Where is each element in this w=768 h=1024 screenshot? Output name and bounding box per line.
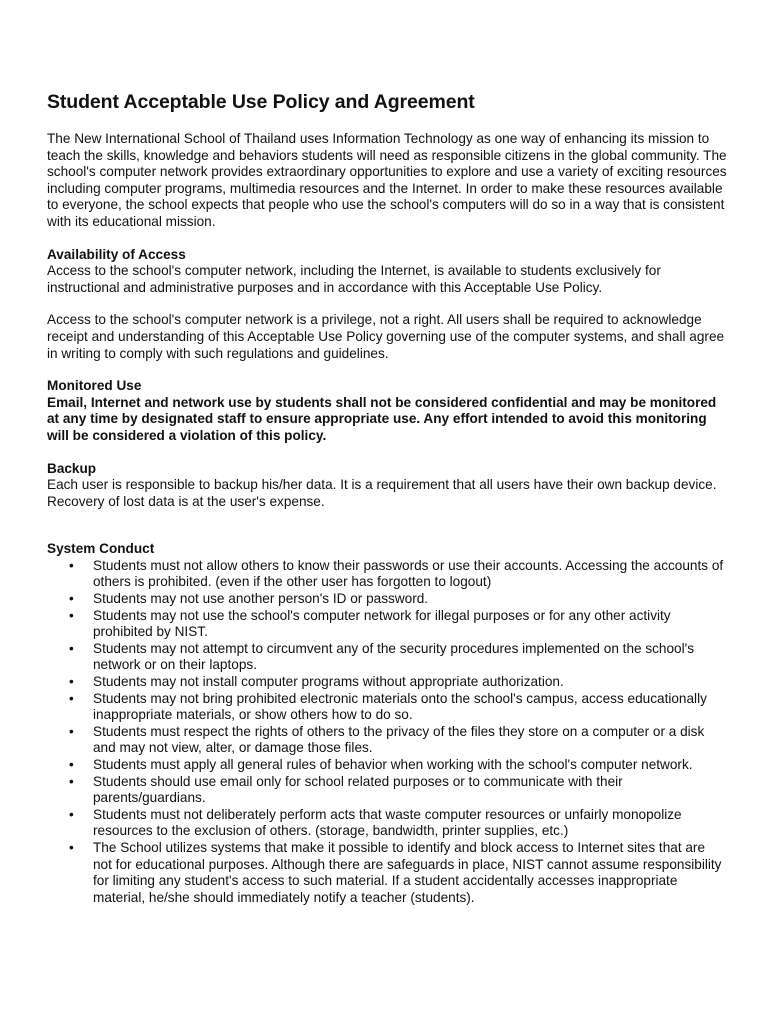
monitored-use-paragraph: Email, Internet and network use by students shall not be considered confidential and may be monitored at any time by designated staff to ensure appropriate use. Any effort intended to avoid this monitoring will be considered a violation of this policy.: [47, 394, 717, 443]
document-page: [47, 90, 727, 906]
list-item-text: Students must respect the rights of others to the privacy of the files they store on a computer or a disk and may not view, alter, or damage those files.: [93, 723, 705, 756]
list-item: [47, 757, 727, 774]
bullet-icon: •: [69, 557, 74, 573]
list-item: [47, 724, 727, 757]
list-item-text: Students may not use the school's computer network for illegal purposes or for any other activity prohibited by NIST.: [93, 607, 671, 640]
availability-paragraph-2: Access to the school's computer network is a privilege, not a right. All users shall be required to acknowledge receipt and understanding of this Acceptable Use Policy governing use of the computer systems, and shall agree in writing to comply with such regulations and guidelines.: [47, 312, 725, 361]
list-item: [47, 807, 727, 840]
backup-heading: Backup: [47, 460, 97, 476]
list-item: [47, 691, 727, 724]
list-item-text: Students may not bring prohibited electronic materials onto the school's campus, access educationally inappropriate materials, or show others how to do so.: [93, 690, 707, 723]
bullet-icon: •: [69, 723, 74, 739]
bullet-icon: •: [69, 839, 74, 855]
list-item: [47, 840, 727, 906]
list-item: [47, 774, 727, 807]
list-item-text: Students may not attempt to circumvent any of the security procedures implemented on the school's network or on their laptops.: [93, 640, 695, 673]
bullet-icon: •: [69, 690, 74, 706]
bullet-icon: •: [69, 674, 74, 690]
backup-paragraph: Each user is responsible to backup his/her data. It is a requirement that all users have their own backup device. Recovery of lost data is at the user's expense.: [47, 477, 717, 509]
bullet-icon: •: [69, 806, 74, 822]
list-item: [47, 591, 727, 608]
bullet-icon: •: [69, 640, 74, 656]
list-item-text: Students may not use another person's ID or password.: [93, 591, 429, 607]
bullet-icon: •: [69, 757, 74, 772]
bullet-icon: •: [69, 773, 74, 789]
list-item-text: Students may not install computer programs without appropriate authorization.: [93, 674, 564, 690]
list-item: [47, 558, 727, 591]
availability-paragraph-1: Access to the school's computer network, including the Internet, is available to students exclusively for instructional and administrative purposes and in accordance with this Acceptable Use Policy.: [47, 263, 661, 295]
list-item-text: Students must not deliberately perform acts that waste computer resources or unfairly monopolize resources to the exclusion of others. (storage, bandwidth, printer supplies, etc.): [93, 806, 682, 839]
monitored-use-heading: Monitored Use: [47, 378, 142, 394]
list-item-text: Students should use email only for school related purposes or to communicate with their parents/guardians.: [93, 773, 623, 806]
system-conduct-heading: System Conduct: [47, 541, 155, 557]
bullet-icon: •: [69, 607, 74, 623]
bullet-icon: •: [69, 591, 74, 607]
intro-paragraph: The New International School of Thailand uses Information Technology as one way of enhancing its mission to teach the skills, knowledge and behaviors students will need as responsible citizens in the global community. The school's computer network provides extraordinary opportunities to explore and use a variety of exciting resources including computer programs, multimedia resources and the Internet. In order to make these resources available to everyone, the school expects that people who use the school's computers will do so in a way that is consistent with its educational mission.: [47, 131, 727, 229]
list-item: [47, 641, 727, 674]
page-title: Student Acceptable Use Policy and Agreement: [47, 91, 475, 113]
list-item-text: The School utilizes systems that make it possible to identify and block access to Internet sites that are not for educational purposes. Although there are safeguards in place, NIST cannot assume responsibility for limiting any student's access to such material. If a student accidentally accesses inappropriate material, he/she should immediately notify a teacher (students).: [93, 839, 722, 905]
list-item: [47, 674, 727, 691]
list-item-text: Students must apply all general rules of behavior when working with the school's computer network.: [93, 757, 693, 772]
list-item: [47, 608, 727, 641]
list-item-text: Students must not allow others to know their passwords or use their accounts. Accessing the accounts of others is prohibited. (even if the other user has forgotten to logout): [93, 557, 724, 590]
system-conduct-list: [47, 558, 727, 906]
availability-heading: Availability of Access: [47, 246, 186, 262]
